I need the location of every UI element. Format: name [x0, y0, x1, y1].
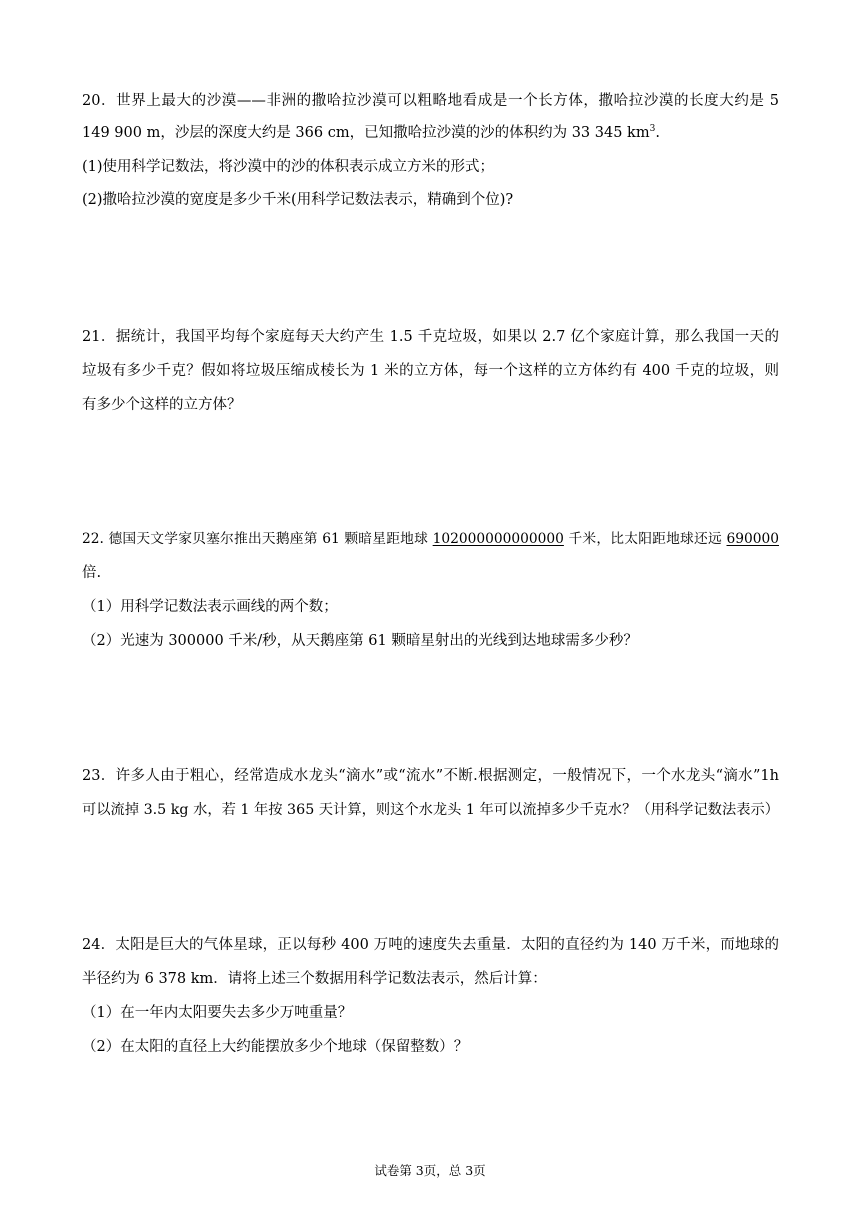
q24-line1: 24．太阳是巨大的气体星球，正以每秒 400 万吨的速度失去重量．太阳的直径约为 140 万千米，而地球的	[82, 937, 779, 953]
q20-sub1: (1)使用科学记数法，将沙漠中的沙的体积表示成立方米的形式；	[82, 159, 495, 175]
q22-sub1: （1）用科学记数法表示画线的两个数；	[82, 599, 338, 615]
q22-underlined-number-2: 690000	[726, 531, 779, 547]
q21-line2: 垃圾有多少千克？假如将垃圾压缩成棱长为 1 米的立方体，每一个这样的立方体约有 400 千克的垃圾，则	[82, 363, 779, 379]
q23-line1: 23．许多人由于粗心，经常造成水龙头“滴水”或“流水”不断.根据测定，一般情况下，一个水龙头“滴水”1h	[82, 768, 779, 784]
q20-line1: 20．世界上最大的沙漠——非洲的撒哈拉沙漠可以粗略地看成是一个长方体，撒哈拉沙漠的长度大约是 5	[82, 93, 779, 109]
q20-line2	[82, 123, 660, 143]
q22-line1-part-a: 22. 德国天文学家贝塞尔推出天鹅座第 61 颗暗星距地球	[82, 531, 433, 547]
q20-line2-text: 149 900 m，沙层的深度大约是 366 cm，已知撒哈拉沙漠的沙的体积约为 33 345 km	[82, 125, 650, 141]
page-footer: 试卷第 3页，总 3页	[374, 1163, 486, 1178]
q21-line3: 有多少个这样的立方体？	[82, 397, 242, 413]
q20-line2-superscript: 3	[649, 124, 656, 134]
q23-line2: 可以流掉 3.5 kg 水，若 1 年按 365 天计算，则这个水龙头 1 年可以流掉多少千克水？（用科学记数法表示）	[82, 802, 779, 818]
q22-underlined-number-1: 102000000000000	[432, 531, 564, 547]
q22-sub2: （2）光速为 300000 千米/秒，从天鹅座第 61 颗暗星射出的光线到达地球需多少秒？	[82, 633, 638, 649]
q24-sub1: （1）在一年内太阳要失去多少万吨重量？	[82, 1005, 353, 1021]
q24-sub2: （2）在太阳的直径上大约能摆放多少个地球（保留整数）？	[82, 1039, 469, 1055]
q22-line1	[82, 529, 779, 549]
q20-sub2: (2)撒哈拉沙漠的宽度是多少千米(用科学记数法表示，精确到个位)?	[82, 192, 514, 208]
q24-line2: 半径约为 6 378 km．请将上述三个数据用科学记数法表示，然后计算：	[82, 971, 547, 987]
q21-line1: 21．据统计，我国平均每个家庭每天大约产生 1.5 千克垃圾，如果以 2.7 亿个家庭计算，那么我国一天的	[82, 329, 779, 345]
q22-line2: 倍.	[82, 565, 102, 581]
q20-line2-end: .	[655, 125, 660, 141]
q22-line1-part-b: 千米，比太阳距地球还远	[563, 531, 727, 547]
